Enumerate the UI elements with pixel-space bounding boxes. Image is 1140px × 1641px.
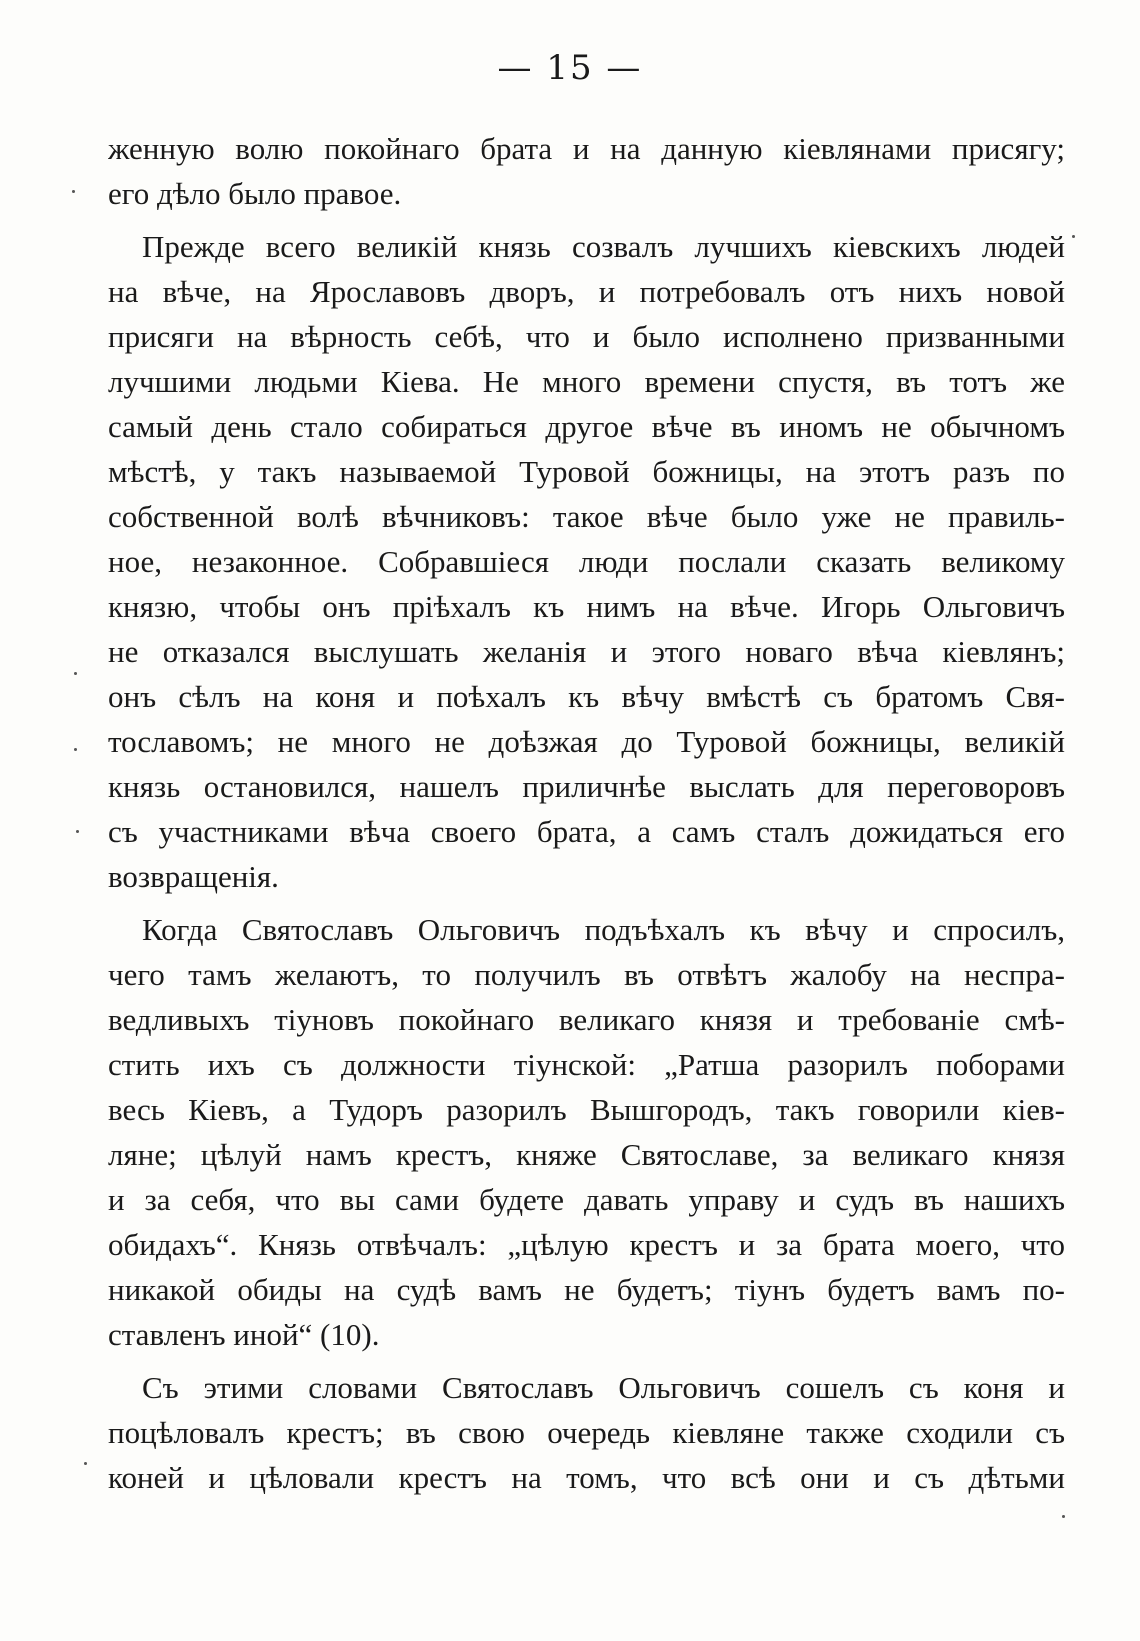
text-line: ное, незаконное. Собравшіеся люди послали сказать великому <box>108 544 1065 579</box>
text-line: и за себя, что вы сами будете давать управу и судъ въ нашихъ <box>108 1182 1065 1217</box>
paragraph <box>108 907 1065 1357</box>
text-line: поцѣловалъ крестъ; въ свою очередь кіевляне также сходили съ <box>108 1415 1065 1450</box>
text-line: на вѣче, на Ярославовъ дворъ, и потребовалъ отъ нихъ новой <box>108 274 1065 309</box>
body-text <box>108 126 1065 1500</box>
scan-speck <box>1072 235 1075 238</box>
text-line: коней и цѣловали крестъ на томъ, что всѣ они и съ дѣтьми <box>108 1460 1065 1495</box>
text-line: собственной волѣ вѣчниковъ: такое вѣче было уже не правиль- <box>108 499 1065 534</box>
scan-speck <box>1062 1515 1065 1518</box>
paragraph <box>108 126 1065 216</box>
paragraph <box>108 1365 1065 1500</box>
scan-speck <box>72 190 75 193</box>
text-line: чего тамъ желаютъ, то получилъ въ отвѣтъ жалобу на неспра- <box>108 957 1065 992</box>
scan-speck <box>74 748 77 751</box>
text-line: ляне; цѣлуй намъ крестъ, княже Святославе, за великаго князя <box>108 1137 1065 1172</box>
text-line: никакой обиды на судѣ вамъ не будетъ; тіунъ будетъ вамъ по- <box>108 1272 1065 1307</box>
text-line: весь Кіевъ, а Тудоръ разорилъ Вышгородъ, такъ говорили кіев- <box>108 1092 1065 1127</box>
text-line: его дѣло было правое. <box>108 176 402 211</box>
text-line: ведливыхъ тіуновъ покойнаго великаго князя и требованіе смѣ- <box>108 1002 1065 1037</box>
scan-speck <box>84 1462 87 1465</box>
text-line: женную волю покойнаго брата и на данную кіевлянами присягу; <box>108 131 1065 166</box>
paragraph <box>108 224 1065 899</box>
text-line: онъ сѣлъ на коня и поѣхалъ къ вѣчу вмѣстѣ съ братомъ Свя- <box>108 679 1065 714</box>
text-line: Съ этими словами Святославъ Ольговичъ сошелъ съ коня и <box>142 1370 1065 1405</box>
scan-speck <box>76 830 79 833</box>
text-line: обидахъ“. Князь отвѣчалъ: „цѣлую крестъ и за брата моего, что <box>108 1227 1065 1262</box>
text-line: лучшими людьми Кіева. Не много времени спустя, въ тотъ же <box>108 364 1065 399</box>
text-line: мѣстѣ, у такъ называемой Туровой божницы, на этотъ разъ по <box>108 454 1065 489</box>
text-line: тославомъ; не много не доѣзжая до Туровой божницы, великій <box>108 724 1065 759</box>
text-line: ставленъ иной“ (10). <box>108 1317 380 1352</box>
text-line: князю, чтобы онъ пріѣхалъ къ нимъ на вѣче. Игорь Ольговичъ <box>108 589 1065 624</box>
text-line: стить ихъ съ должности тіунской: „Ратша разорилъ поборами <box>108 1047 1065 1082</box>
text-line: не отказался выслушать желанія и этого новаго вѣча кіевлянъ; <box>108 634 1065 669</box>
text-line: возвращенія. <box>108 859 279 894</box>
text-line: Когда Святославъ Ольговичъ подъѣхалъ къ вѣчу и спросилъ, <box>142 912 1065 947</box>
text-line: присяги на вѣрность себѣ, что и было исполнено призванными <box>108 319 1065 354</box>
scan-speck <box>74 672 77 675</box>
text-line: съ участниками вѣча своего брата, а самъ сталъ дожидаться его <box>108 814 1065 849</box>
text-line: Прежде всего великій князь созвалъ лучшихъ кіевскихъ людей <box>142 229 1065 264</box>
page-number: — 15 — <box>497 48 643 88</box>
text-line: князь остановился, нашелъ приличнѣе выслать для переговоровъ <box>108 769 1065 804</box>
text-line: самый день стало собираться другое вѣче въ иномъ не обычномъ <box>108 409 1065 444</box>
